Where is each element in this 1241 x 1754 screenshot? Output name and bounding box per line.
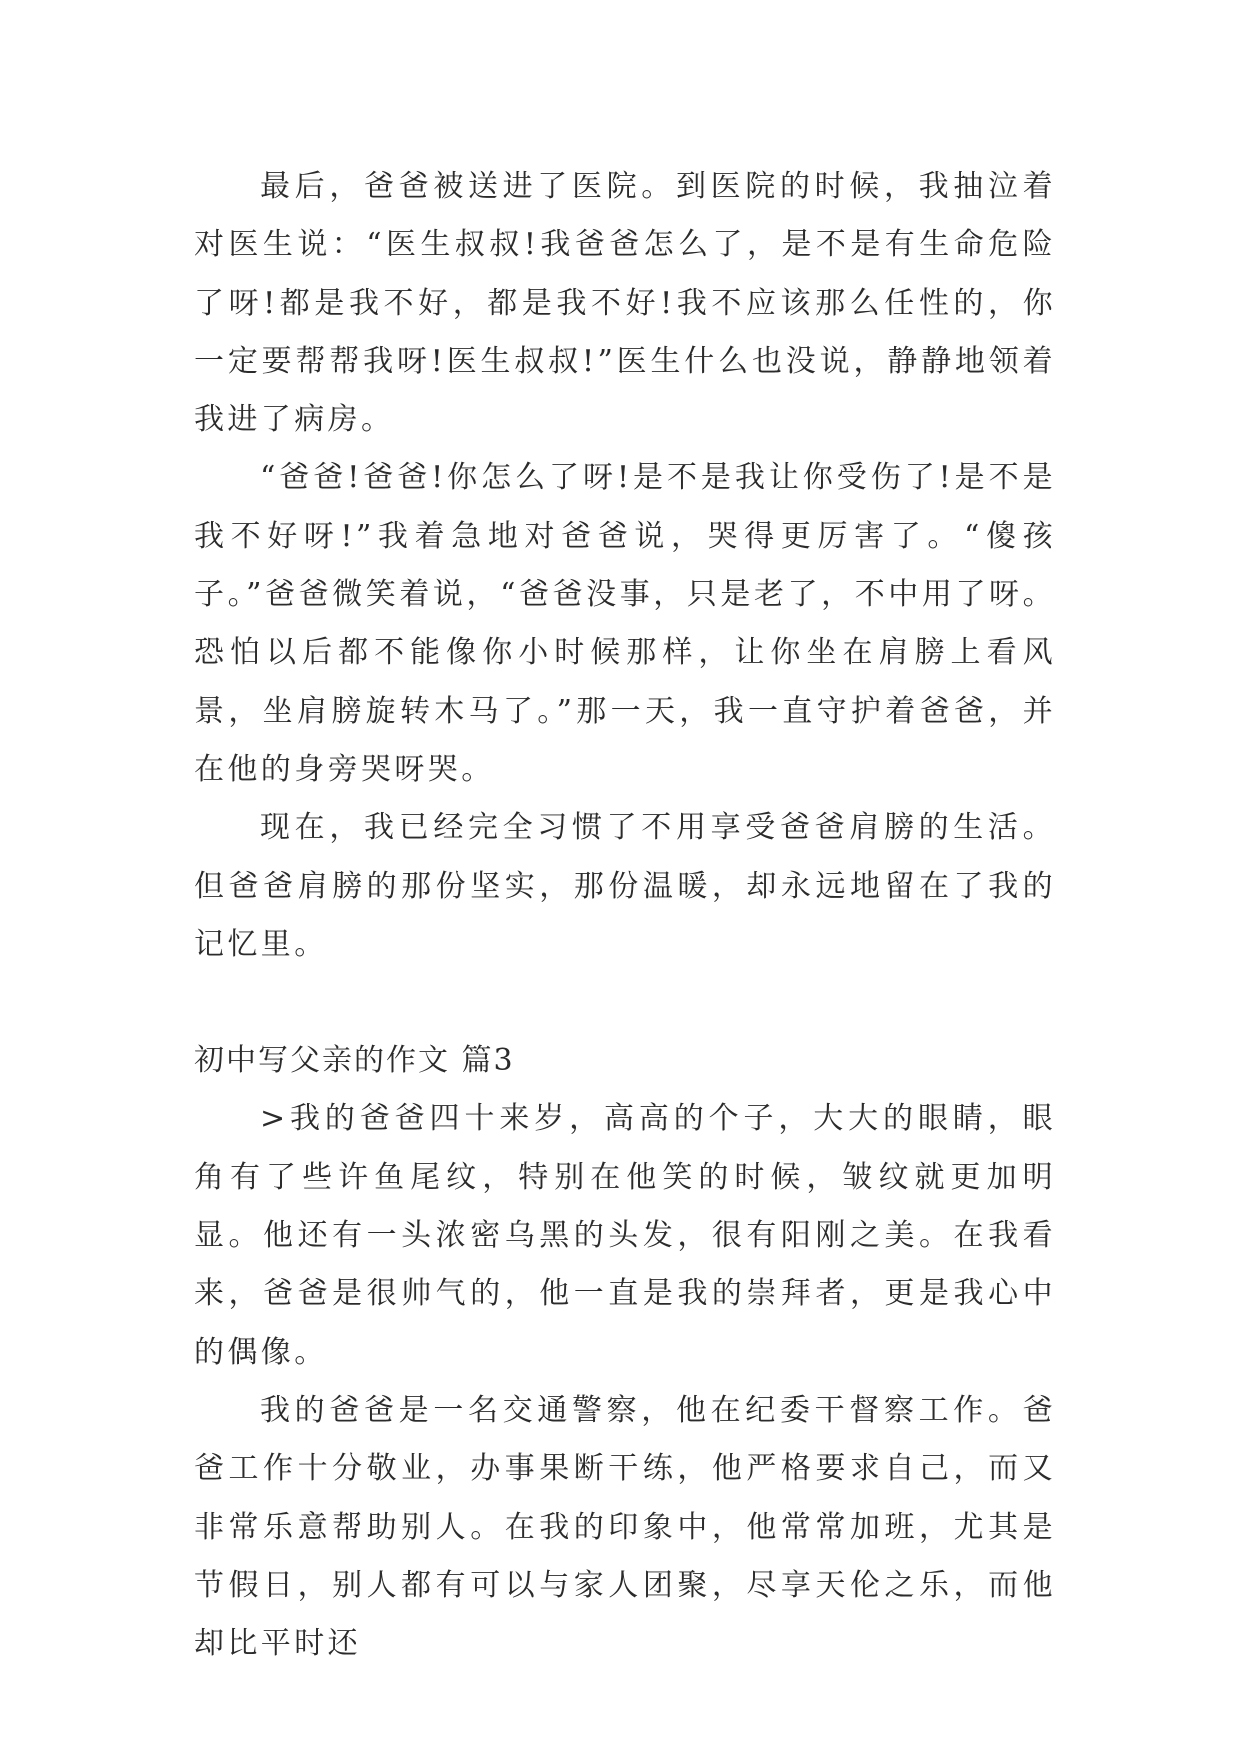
document-body: [194, 158, 1056, 1673]
paragraph-father-work: 我的爸爸是一名交通警察，他在纪委干督察工作。爸爸工作十分敬业，办事果断干练，他严格要求自己，而又非常乐意帮助别人。在我的印象中，他常常加班，尤其是节假日，别人都有可以与家人团聚，尽享天伦之乐，而他却比平时还: [194, 1392, 1056, 1662]
paragraph-father-appearance: >我的爸爸四十来岁，高高的个子，大大的眼睛，眼角有了些许鱼尾纹，特别在他笑的时候，皱纹就更加明显。他还有一头浓密乌黑的头发，很有阳刚之美。在我看来，爸爸是很帅气的，他一直是我的崇拜者，更是我心中的偶像。: [194, 1101, 1056, 1370]
section-heading: 初中写父亲的作文 篇3: [194, 1043, 515, 1079]
paragraph-ward: “爸爸!爸爸!你怎么了呀!是不是我让你受伤了!是不是我不好呀!”我着急地对爸爸说，哭得更厉害了。“傻孩子。”爸爸微笑着说，“爸爸没事，只是老了，不中用了呀。恐怕以后都不能像你小时候那样，让你坐在肩膀上看风景，坐肩膀旋转木马了。”那一天，我一直守护着爸爸，并在他的身旁哭呀哭。: [194, 460, 1056, 787]
paragraph-memory: 现在，我已经完全习惯了不用享受爸爸肩膀的生活。但爸爸肩膀的那份坚实，那份温暖，却永远地留在了我的记忆里。: [194, 810, 1056, 962]
paragraph-hospital: 最后，爸爸被送进了医院。到医院的时候，我抽泣着对医生说：“医生叔叔!我爸爸怎么了，是不是有生命危险了呀!都是我不好，都是我不好!我不应该那么任性的，你一定要帮帮我呀!医生叔叔!”医生什么也没说，静静地领着我进了病房。: [194, 169, 1056, 438]
section-spacer: [194, 974, 1056, 1032]
